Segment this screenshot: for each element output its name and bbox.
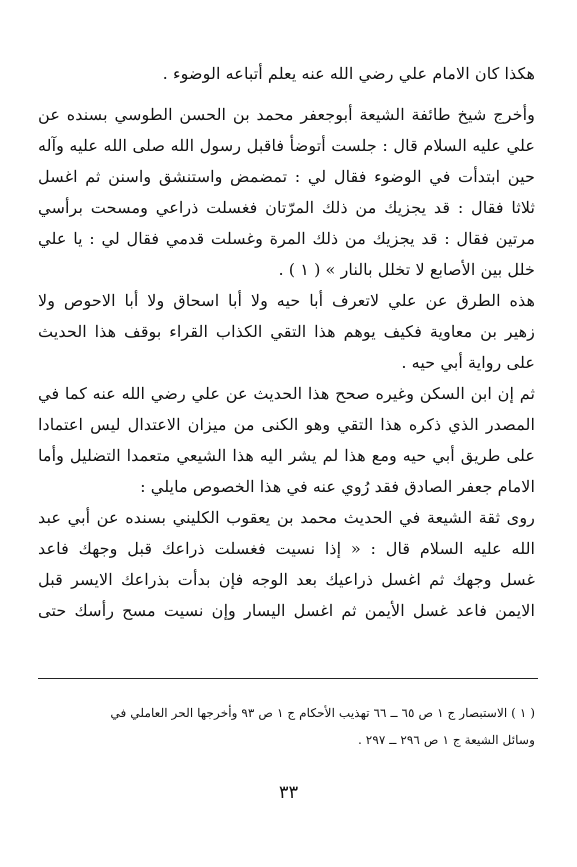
footnote — [40, 700, 535, 754]
text-line: هذه الطرق عن علي لاتعرف أبا حيه ولا أبا اسحاق ولا أبا الاحوص ولا — [38, 291, 535, 310]
text-line: على رواية أبي حيه . — [401, 353, 535, 372]
text-line: علي عليه السلام قال : جلست أتوضأ فاقبل رسول الله صلى الله عليه وآله — [38, 136, 535, 155]
text-line: خلل بين الأصابع لا تخلل بالنار » ( ١ ) . — [278, 260, 535, 279]
text-line: غسل وجهك ثم اغسل ذراعيك بعد الوجه فإن بدأت بذراعك الايسر قبل — [38, 570, 535, 589]
footnote-line: ( ١ ) الاستبصار ج ١ ص ٦٥ ــ ٦٦ تهذيب الأحكام ج ١ ص ٩٣ وأخرجها الحر العاملي في — [110, 706, 535, 720]
text-line: الامام جعفر الصادق فقد رُوي عنه في هذا الخصوص مايلي : — [140, 477, 535, 496]
text-line: مرتين فقال : قد يجزيك من ذلك المرة وغسلت قدمي فقال لي : يا علي — [38, 229, 535, 248]
text-line: هكذا كان الامام علي رضي الله عنه يعلم أتباعه الوضوء . — [162, 64, 535, 83]
text-line: المصدر الذي ذكره هذا التقي وهو الكنى من ميزان الاعتدال ليس اعتمادا — [38, 415, 535, 434]
text-line: الايمن فاعد غسل الأيمن ثم اغسل اليسار وإن نسيت مسح رأسك حتى — [38, 601, 535, 620]
text-line: على طريق أبي حيه ومع هذا لم يشر اليه هذا الشيعي متعمدا التضليل وأما — [38, 446, 535, 465]
text-line: ثلاثا فقال : قد يجزيك من ذلك المرّتان فغسلت ذراعي ومسحت برأسي — [38, 198, 535, 217]
main-text — [38, 58, 535, 626]
text-line: روى ثقة الشيعة في الحديث محمد بن يعقوب الكليني بسنده عن أبي عبد — [38, 508, 535, 527]
footnote-line: وسائل الشيعة ج ١ ص ٢٩٦ ــ ٢٩٧ . — [358, 733, 535, 747]
text-line: حين ابتدأت في الوضوء فقال لي : تمضمض واستنشق واسنن ثم اغسل — [38, 167, 535, 186]
page-number: ٣٣ — [278, 782, 299, 803]
text-line: الله عليه السلام قال : « إذا نسيت فغسلت ذراعك قبل وجهك فاعد — [38, 539, 535, 558]
footnote-separator — [38, 678, 538, 679]
text-line: وأخرج شيخ طائفة الشيعة أبوجعفر محمد بن الحسن الطوسي بسنده عن — [38, 105, 535, 124]
text-line: زهير بن معاوية فكيف يوهم هذا التقي الكذاب القراء بوقف هذا الحديث — [38, 322, 535, 341]
text-line: ثم إن ابن السكن وغيره صحح هذا الحديث عن علي رضي الله عنه كما في — [38, 384, 535, 403]
paragraph-gap — [38, 89, 535, 99]
